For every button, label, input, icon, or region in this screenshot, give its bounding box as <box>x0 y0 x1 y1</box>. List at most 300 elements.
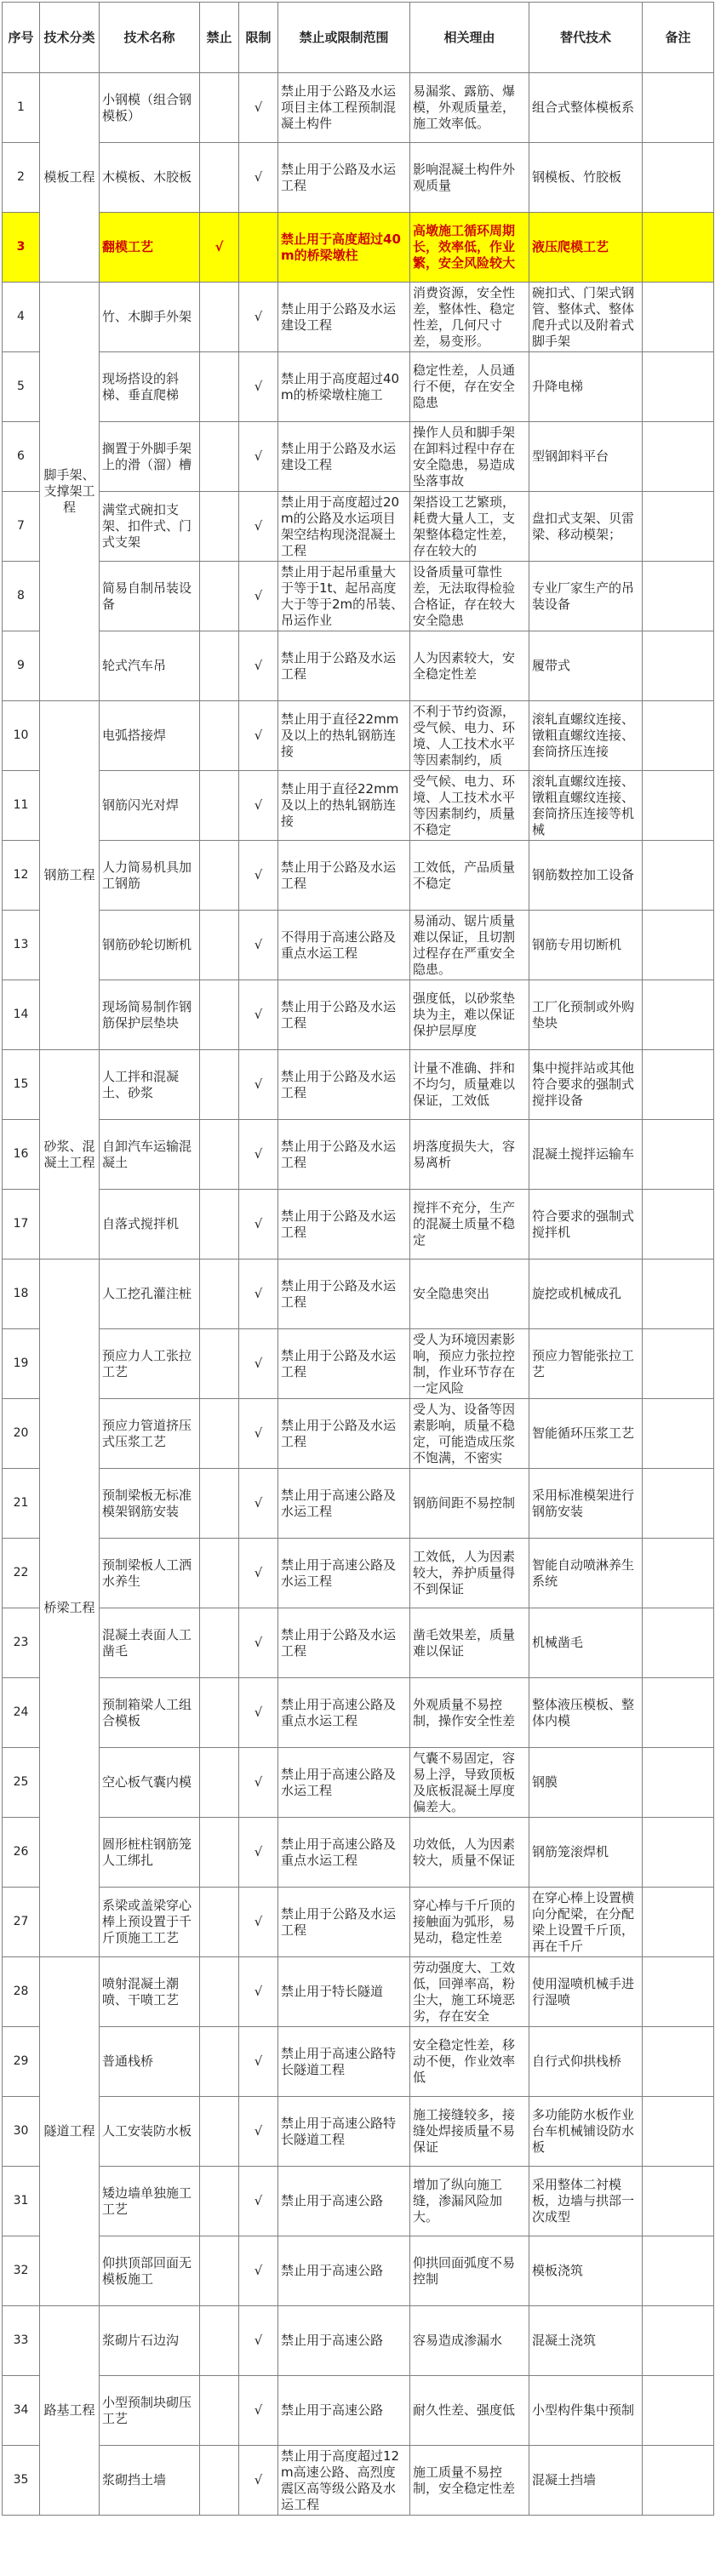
row-number: 31 <box>3 2167 40 2236</box>
forbid-mark <box>200 1329 239 1399</box>
tech-name: 小钢模（组合钢模板） <box>100 73 200 143</box>
forbid-mark: √ <box>200 213 239 283</box>
remark-cell <box>643 2167 714 2236</box>
remark-cell <box>643 1888 714 1957</box>
remark-cell <box>643 2306 714 2376</box>
row-number: 12 <box>3 841 40 911</box>
scope-cell: 禁止用于高速公路特长隧道工程 <box>278 2097 410 2167</box>
remark-cell <box>643 771 714 841</box>
table-row <box>3 283 714 352</box>
tech-name: 浆砌挡土墙 <box>100 2446 200 2516</box>
alternative-cell: 智能循环压浆工艺 <box>529 1399 643 1469</box>
limit-mark: √ <box>239 562 278 631</box>
scope-cell: 不得用于高速公路及重点水运工程 <box>278 911 410 980</box>
limit-mark: √ <box>239 1748 278 1818</box>
tech-name: 普通栈桥 <box>100 2027 200 2097</box>
row-number: 3 <box>3 213 40 283</box>
row-number: 18 <box>3 1259 40 1329</box>
remark-cell <box>643 492 714 562</box>
table-row <box>3 701 714 771</box>
table-row <box>3 2236 714 2306</box>
tech-name: 矮边墙单独施工工艺 <box>100 2167 200 2236</box>
remark-cell <box>643 1329 714 1399</box>
table-row <box>3 980 714 1050</box>
limit-mark: √ <box>239 1120 278 1190</box>
row-number: 25 <box>3 1748 40 1818</box>
tech-name: 自落式搅拌机 <box>100 1190 200 1259</box>
table-row <box>3 1539 714 1608</box>
limit-mark: √ <box>239 1678 278 1748</box>
scope-cell: 禁止用于高速公路及重点水运工程 <box>278 1678 410 1748</box>
limit-mark: √ <box>239 1190 278 1259</box>
limit-mark: √ <box>239 980 278 1050</box>
alternative-cell: 液压爬模工艺 <box>529 213 643 283</box>
forbid-mark <box>200 771 239 841</box>
scope-cell: 禁止用于公路及水运工程 <box>278 1120 410 1190</box>
row-number: 27 <box>3 1888 40 1957</box>
row-number: 32 <box>3 2236 40 2306</box>
row-number: 6 <box>3 422 40 492</box>
scope-cell: 禁止用于公路及水运工程 <box>278 980 410 1050</box>
remark-cell <box>643 980 714 1050</box>
row-number: 9 <box>3 631 40 701</box>
scope-cell: 禁止用于高速公路 <box>278 2167 410 2236</box>
scope-cell: 禁止用于高速公路及水运工程 <box>278 1469 410 1539</box>
table-row <box>3 2306 714 2376</box>
tech-name: 圆形桩柱钢筋笼人工绑扎 <box>100 1818 200 1888</box>
row-number: 5 <box>3 352 40 422</box>
row-number: 4 <box>3 283 40 352</box>
tech-name: 人力简易机具加工钢筋 <box>100 841 200 911</box>
row-number: 30 <box>3 2097 40 2167</box>
forbid-mark <box>200 2097 239 2167</box>
tech-name: 预应力人工张拉工艺 <box>100 1329 200 1399</box>
alternative-cell: 整体液压模板、整体内模 <box>529 1678 643 1748</box>
limit-mark: √ <box>239 2167 278 2236</box>
category-cell: 桥梁工程 <box>40 1259 100 1957</box>
alternative-cell: 钢筋数控加工设备 <box>529 841 643 911</box>
scope-cell: 禁止用于高度超过12m高速公路、高烈度震区高等级公路及水运工程 <box>278 2446 410 2516</box>
forbid-mark <box>200 1748 239 1818</box>
forbid-mark <box>200 1888 239 1957</box>
forbid-mark <box>200 73 239 143</box>
forbid-mark <box>200 283 239 352</box>
table-row <box>3 2097 714 2167</box>
remark-cell <box>643 701 714 771</box>
tech-name: 仰拱顶部回面无模板施工 <box>100 2236 200 2306</box>
table-row <box>3 2376 714 2446</box>
table-row <box>3 911 714 980</box>
table-row <box>3 73 714 143</box>
forbid-mark <box>200 1608 239 1678</box>
table-body <box>3 73 714 2516</box>
limit-mark: √ <box>239 2097 278 2167</box>
row-number: 34 <box>3 2376 40 2446</box>
forbid-mark <box>200 1469 239 1539</box>
table-row <box>3 352 714 422</box>
limit-mark: √ <box>239 352 278 422</box>
table-row <box>3 771 714 841</box>
alternative-cell: 自行式仰拱栈桥 <box>529 2027 643 2097</box>
reason-cell: 稳定性差，人员通行不便，存在安全隐患 <box>410 352 529 422</box>
reason-cell: 气囊不易固定，容易上浮，导致顶板及底板混凝土厚度偏差大。 <box>410 1748 529 1818</box>
table-row <box>3 1120 714 1190</box>
alternative-cell: 旋挖或机械成孔 <box>529 1259 643 1329</box>
tech-name: 混凝土表面人工凿毛 <box>100 1608 200 1678</box>
alternative-cell: 钢筋笼滚焊机 <box>529 1818 643 1888</box>
row-number: 13 <box>3 911 40 980</box>
row-number: 33 <box>3 2306 40 2376</box>
alternative-cell: 采用整体二衬模板，边墙与拱部一次成型 <box>529 2167 643 2236</box>
table-row <box>3 1329 714 1399</box>
scope-cell: 禁止用于特长隧道 <box>278 1957 410 2027</box>
table-row <box>3 492 714 562</box>
scope-cell: 禁止用于高度超过40m的桥梁墩柱施工 <box>278 352 410 422</box>
remark-cell <box>643 1259 714 1329</box>
row-number: 10 <box>3 701 40 771</box>
remark-cell <box>643 73 714 143</box>
scope-cell: 禁止用于高速公路及水运工程 <box>278 1539 410 1608</box>
limit-mark: √ <box>239 73 278 143</box>
category-cell: 砂浆、混凝土工程 <box>40 1050 100 1259</box>
header-category: 技术分类 <box>40 3 100 73</box>
forbid-mark <box>200 2167 239 2236</box>
table-row <box>3 631 714 701</box>
remark-cell <box>643 1608 714 1678</box>
limit-mark: √ <box>239 1957 278 2027</box>
header-forbid: 禁止 <box>200 3 239 73</box>
alternative-cell: 智能自动喷淋养生系统 <box>529 1539 643 1608</box>
alternative-cell: 工厂化预制或外购垫块 <box>529 980 643 1050</box>
reason-cell: 工效低，产品质量不稳定 <box>410 841 529 911</box>
alternative-cell: 集中搅拌站或其他符合要求的强制式搅拌设备 <box>529 1050 643 1120</box>
limit-mark: √ <box>239 1539 278 1608</box>
row-number: 28 <box>3 1957 40 2027</box>
tech-name: 浆砌片石边沟 <box>100 2306 200 2376</box>
tech-name: 预制梁板人工洒水养生 <box>100 1539 200 1608</box>
reason-cell: 凿毛效果差，质量难以保证 <box>410 1608 529 1678</box>
table-row <box>3 1748 714 1818</box>
reason-cell: 人为因素较大，安全稳定性差 <box>410 631 529 701</box>
row-number: 26 <box>3 1818 40 1888</box>
row-number: 20 <box>3 1399 40 1469</box>
scope-cell: 禁止用于公路及水运工程 <box>278 1399 410 1469</box>
alternative-cell: 钢筋专用切断机 <box>529 911 643 980</box>
forbid-mark <box>200 1120 239 1190</box>
remark-cell <box>643 1050 714 1120</box>
reason-cell: 搅拌不充分，生产的混凝土质量不稳定 <box>410 1190 529 1259</box>
forbid-mark <box>200 2446 239 2516</box>
alternative-cell: 混凝土挡墙 <box>529 2446 643 2516</box>
scope-cell: 禁止用于高度超过40m的桥梁墩柱 <box>278 213 410 283</box>
reason-cell: 影响混凝土构件外观质量 <box>410 143 529 213</box>
reason-cell: 坍落度损失大，容易离析 <box>410 1120 529 1190</box>
alternative-cell: 机械凿毛 <box>529 1608 643 1678</box>
row-number: 22 <box>3 1539 40 1608</box>
alternative-cell: 履带式 <box>529 631 643 701</box>
forbid-mark <box>200 980 239 1050</box>
tech-name: 轮式汽车吊 <box>100 631 200 701</box>
remark-cell <box>643 213 714 283</box>
reason-cell: 钢筋间距不易控制 <box>410 1469 529 1539</box>
limit-mark: √ <box>239 1469 278 1539</box>
table-row <box>3 1399 714 1469</box>
limit-mark: √ <box>239 1888 278 1957</box>
scope-cell: 禁止用于公路及水运工程 <box>278 1329 410 1399</box>
tech-name: 翻模工艺 <box>100 213 200 283</box>
alternative-cell: 采用标准模架进行钢筋安装 <box>529 1469 643 1539</box>
forbid-mark <box>200 1678 239 1748</box>
header-reason: 相关理由 <box>410 3 529 73</box>
table-row <box>3 2027 714 2097</box>
reason-cell: 容易造成渗漏水 <box>410 2306 529 2376</box>
alternative-cell: 小型构件集中预制 <box>529 2376 643 2446</box>
tech-name: 满堂式碗扣支架、扣件式、门式支架 <box>100 492 200 562</box>
remark-cell <box>643 2446 714 2516</box>
alternative-cell: 滚轧直螺纹连接、镦粗直螺纹连接、套筒挤压连接等机械 <box>529 771 643 841</box>
table-row <box>3 1957 714 2027</box>
reason-cell: 穿心棒与千斤顶的接触面为弧形，易晃动，稳定性差 <box>410 1888 529 1957</box>
remark-cell <box>643 283 714 352</box>
limit-mark: √ <box>239 631 278 701</box>
tech-name: 自卸汽车运输混凝土 <box>100 1120 200 1190</box>
table-row <box>3 1469 714 1539</box>
reason-cell: 增加了纵向施工缝，渗漏风险加大。 <box>410 2167 529 2236</box>
reason-cell: 计量不准确、拌和不均匀，质量难以保证，工效低 <box>410 1050 529 1120</box>
forbid-mark <box>200 422 239 492</box>
limit-mark: √ <box>239 771 278 841</box>
alternative-cell: 在穿心棒上设置横向分配梁，在分配梁上设置千斤顶，再在千斤 <box>529 1888 643 1957</box>
alternative-cell: 升降电梯 <box>529 352 643 422</box>
forbid-mark <box>200 1050 239 1120</box>
alternative-cell: 组合式整体模板系 <box>529 73 643 143</box>
alternative-cell: 盘扣式支架、贝雷梁、移动模架； <box>529 492 643 562</box>
alternative-cell: 钢膜 <box>529 1748 643 1818</box>
reason-cell: 工效低，人为因素较大，养护质量得不到保证 <box>410 1539 529 1608</box>
tech-name: 竹、木脚手外架 <box>100 283 200 352</box>
alternative-cell: 混凝土浇筑 <box>529 2306 643 2376</box>
row-number: 11 <box>3 771 40 841</box>
reason-cell: 消费资源，安全性差，整体性、稳定性差，几何尺寸差，易变形。 <box>410 283 529 352</box>
row-number: 15 <box>3 1050 40 1120</box>
row-number: 17 <box>3 1190 40 1259</box>
forbid-mark <box>200 2236 239 2306</box>
alternative-cell: 混凝土搅拌运输车 <box>529 1120 643 1190</box>
reason-cell: 施工接缝较多，接缝处焊接质量不易保证 <box>410 2097 529 2167</box>
limit-mark: √ <box>239 2446 278 2516</box>
table-row <box>3 1678 714 1748</box>
row-number: 14 <box>3 980 40 1050</box>
scope-cell: 禁止用于直径22mm及以上的热轧钢筋连接 <box>278 701 410 771</box>
reason-cell: 不利于节约资源，受气候、电力、环境、人工技术水平等因素制约，质 <box>410 701 529 771</box>
scope-cell: 禁止用于高速公路 <box>278 2306 410 2376</box>
reason-cell: 功效低，人为因素较大，质量不保证 <box>410 1818 529 1888</box>
reason-cell: 设备质量可靠性差，无法取得检验合格证，存在较大安全隐患 <box>410 562 529 631</box>
reason-cell: 仰拱回面弧度不易控制 <box>410 2236 529 2306</box>
table-row <box>3 562 714 631</box>
alternative-cell: 滚轧直螺纹连接、镦粗直螺纹连接、套筒挤压连接 <box>529 701 643 771</box>
limit-mark: √ <box>239 701 278 771</box>
remark-cell <box>643 2027 714 2097</box>
limit-mark: √ <box>239 492 278 562</box>
table-row <box>3 1608 714 1678</box>
scope-cell: 禁止用于高速公路及重点水运工程 <box>278 1818 410 1888</box>
scope-cell: 禁止用于公路及水运工程 <box>278 1608 410 1678</box>
limit-mark: √ <box>239 2027 278 2097</box>
alternative-cell: 使用湿喷机械手进行湿喷 <box>529 1957 643 2027</box>
scope-cell: 禁止用于直径22mm及以上的热轧钢筋连接 <box>278 771 410 841</box>
tech-name: 预应力管道挤压式压浆工艺 <box>100 1399 200 1469</box>
remark-cell <box>643 1120 714 1190</box>
row-number: 7 <box>3 492 40 562</box>
forbid-mark <box>200 492 239 562</box>
header-alt: 替代技术 <box>529 3 643 73</box>
table-row <box>3 2167 714 2236</box>
limit-mark: √ <box>239 2306 278 2376</box>
category-cell: 脚手架、支撑架工程 <box>40 283 100 701</box>
category-cell: 隧道工程 <box>40 1957 100 2306</box>
row-number: 16 <box>3 1120 40 1190</box>
forbid-mark <box>200 2027 239 2097</box>
limit-mark: √ <box>239 841 278 911</box>
tech-name: 简易自制吊装设备 <box>100 562 200 631</box>
tech-name: 预制梁板无标准模架钢筋安装 <box>100 1469 200 1539</box>
forbid-mark <box>200 1539 239 1608</box>
header-limit: 限制 <box>239 3 278 73</box>
scope-cell: 禁止用于公路及水运工程 <box>278 841 410 911</box>
forbid-mark <box>200 2306 239 2376</box>
scope-cell: 禁止用于高速公路及水运工程 <box>278 1748 410 1818</box>
restricted-tech-table <box>2 2 714 2516</box>
alternative-cell: 符合要求的强制式搅拌机 <box>529 1190 643 1259</box>
reason-cell: 安全稳定性差，移动不便，作业效率低 <box>410 2027 529 2097</box>
scope-cell: 禁止用于公路及水运建设工程 <box>278 422 410 492</box>
forbid-mark <box>200 911 239 980</box>
forbid-mark <box>200 1399 239 1469</box>
tech-name: 搁置于外脚手架上的滑（溜）槽 <box>100 422 200 492</box>
reason-cell: 外观质量不易控制，操作安全性差 <box>410 1678 529 1748</box>
limit-mark: √ <box>239 283 278 352</box>
row-number: 35 <box>3 2446 40 2516</box>
reason-cell: 安全隐患突出 <box>410 1259 529 1329</box>
row-number: 19 <box>3 1329 40 1399</box>
forbid-mark <box>200 562 239 631</box>
header-name: 技术名称 <box>100 3 200 73</box>
category-cell: 路基工程 <box>40 2306 100 2516</box>
reason-cell: 架搭设工艺繁琐，耗费大量人工，支架整体稳定性差，存在较大的 <box>410 492 529 562</box>
reason-cell: 易漏浆、露筋、爆模，外观质量差，施工效率低。 <box>410 73 529 143</box>
row-number: 2 <box>3 143 40 213</box>
remark-cell <box>643 1678 714 1748</box>
remark-cell <box>643 1190 714 1259</box>
forbid-mark <box>200 1818 239 1888</box>
table-row <box>3 1818 714 1888</box>
forbid-mark <box>200 352 239 422</box>
remark-cell <box>643 911 714 980</box>
scope-cell: 禁止用于公路及水运建设工程 <box>278 283 410 352</box>
row-number: 8 <box>3 562 40 631</box>
alternative-cell: 预应力智能张拉工艺 <box>529 1329 643 1399</box>
limit-mark: √ <box>239 1050 278 1120</box>
limit-mark: √ <box>239 911 278 980</box>
table-header-row <box>3 3 714 73</box>
scope-cell: 禁止用于高速公路特长隧道工程 <box>278 2027 410 2097</box>
tech-name: 人工拌和混凝土、砂浆 <box>100 1050 200 1120</box>
remark-cell <box>643 352 714 422</box>
limit-mark: √ <box>239 1329 278 1399</box>
scope-cell: 禁止用于高速公路 <box>278 2376 410 2446</box>
reason-cell: 施工质量不易控制，安全稳定性差 <box>410 2446 529 2516</box>
tech-name: 现场简易制作钢筋保护层垫块 <box>100 980 200 1050</box>
alternative-cell: 模板浇筑 <box>529 2236 643 2306</box>
scope-cell: 禁止用于公路及水运工程 <box>278 1050 410 1120</box>
category-cell: 模板工程 <box>40 73 100 283</box>
table-row <box>3 1259 714 1329</box>
reason-cell: 强度低，以砂浆垫块为主，难以保证保护层厚度 <box>410 980 529 1050</box>
forbid-mark <box>200 631 239 701</box>
forbid-mark <box>200 143 239 213</box>
forbid-mark <box>200 841 239 911</box>
header-scope: 禁止或限制范围 <box>278 3 410 73</box>
remark-cell <box>643 2097 714 2167</box>
reason-cell: 易涌动、锯片质量难以保证，且切割过程存在严重安全隐患。 <box>410 911 529 980</box>
remark-cell <box>643 1957 714 2027</box>
tech-name: 人工挖孔灌注桩 <box>100 1259 200 1329</box>
remark-cell <box>643 143 714 213</box>
forbid-mark <box>200 1259 239 1329</box>
alternative-cell: 钢模板、竹胶板 <box>529 143 643 213</box>
row-number: 23 <box>3 1608 40 1678</box>
reason-cell: 劳动强度大、工效低，回弹率高，粉尘大，施工环境恶劣，存在安全 <box>410 1957 529 2027</box>
alternative-cell: 专业厂家生产的吊装设备 <box>529 562 643 631</box>
tech-name: 空心板气囊内模 <box>100 1748 200 1818</box>
reason-cell: 受人为、设备等因素影响，质量不稳定，可能造成压浆不饱满，不密实 <box>410 1399 529 1469</box>
tech-name: 预制箱梁人工组合模板 <box>100 1678 200 1748</box>
tech-name: 小型预制块砌压工艺 <box>100 2376 200 2446</box>
scope-cell: 禁止用于公路及水运工程 <box>278 143 410 213</box>
forbid-mark <box>200 1190 239 1259</box>
alternative-cell: 碗扣式、门架式钢管、整体式、整体爬升式以及附着式脚手架 <box>529 283 643 352</box>
table-row <box>3 2446 714 2516</box>
row-number: 29 <box>3 2027 40 2097</box>
table-row <box>3 1050 714 1120</box>
category-cell: 钢筋工程 <box>40 701 100 1050</box>
remark-cell <box>643 562 714 631</box>
remark-cell <box>643 631 714 701</box>
remark-cell <box>643 1818 714 1888</box>
alternative-cell: 型钢卸料平台 <box>529 422 643 492</box>
row-number: 1 <box>3 73 40 143</box>
remark-cell <box>643 1399 714 1469</box>
reason-cell: 受气候、电力、环境、人工技术水平等因素制约，质量不稳定 <box>410 771 529 841</box>
limit-mark: √ <box>239 2376 278 2446</box>
limit-mark: √ <box>239 1399 278 1469</box>
limit-mark: √ <box>239 2236 278 2306</box>
remark-cell <box>643 422 714 492</box>
tech-name: 木模板、木胶板 <box>100 143 200 213</box>
table-row <box>3 1190 714 1259</box>
reason-cell: 受人为环境因素影响，预应力张拉控制，作业环节存在一定风险 <box>410 1329 529 1399</box>
forbid-mark <box>200 1957 239 2027</box>
row-number: 24 <box>3 1678 40 1748</box>
table-row <box>3 841 714 911</box>
remark-cell <box>643 2236 714 2306</box>
tech-name: 人工安装防水板 <box>100 2097 200 2167</box>
header-no: 序号 <box>3 3 40 73</box>
limit-mark: √ <box>239 143 278 213</box>
scope-cell: 禁止用于公路及水运工程 <box>278 1190 410 1259</box>
limit-mark: √ <box>239 422 278 492</box>
